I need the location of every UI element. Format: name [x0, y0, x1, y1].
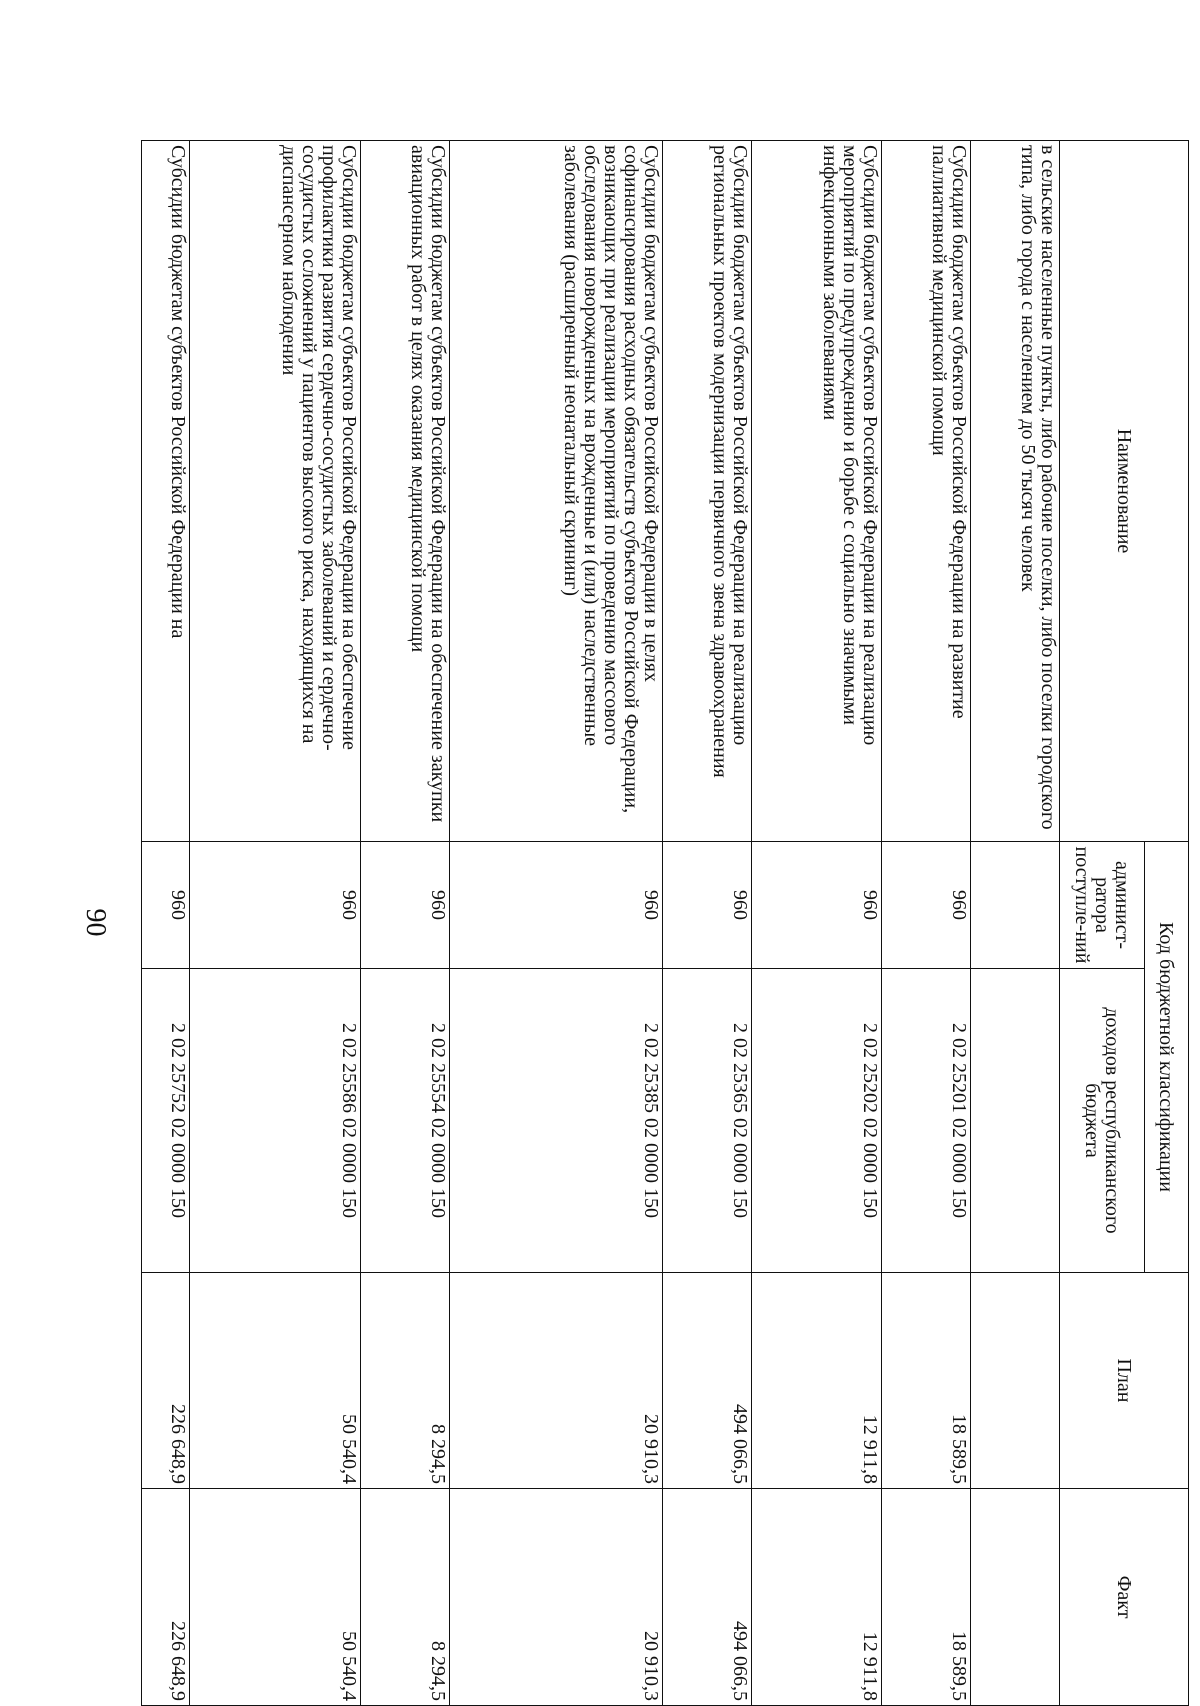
page-number: 90 [80, 908, 111, 937]
row-name: в сельские населенные пункты, либо рабочие поселки, либо поселки городского типа, либо города с населением до 50 тысяч человек [971, 141, 1060, 842]
row-fact: 12 911,8 [751, 1489, 881, 1706]
row-fact: 20 910,3 [450, 1489, 663, 1706]
row-plan: 226 648,9 [142, 1273, 190, 1489]
table-row [361, 141, 450, 1706]
row-admin: 960 [189, 842, 361, 969]
row-code [971, 969, 1060, 1273]
table-row [189, 141, 361, 1706]
row-name: Субсидии бюджетам субъектов Российской Федерации на обеспечение закупки авиационных работ в целях оказания медицинской помощи [361, 141, 450, 842]
row-fact: 226 648,9 [142, 1489, 190, 1706]
row-code: 2 02 25554 02 0000 150 [361, 969, 450, 1273]
table-row [971, 141, 1060, 1706]
header-plan: План [1060, 1273, 1189, 1489]
header-name: Наименование [1060, 141, 1189, 842]
header-admin: админист-ратора поступле-ний [1060, 842, 1145, 969]
row-name: Субсидии бюджетам субъектов Российской Федерации на [142, 141, 190, 842]
row-admin: 960 [450, 842, 663, 969]
row-name: Субсидии бюджетам субъектов Российской Федерации на развитие паллиативной медицинской помощи [882, 141, 971, 842]
rotated-page [80, 140, 1189, 1705]
table-row [882, 141, 971, 1706]
row-admin [971, 842, 1060, 969]
row-fact: 50 540,4 [189, 1489, 361, 1706]
row-plan: 20 910,3 [450, 1273, 663, 1489]
table-row [450, 141, 663, 1706]
row-name: Субсидии бюджетам субъектов Российской Федерации на обеспечение профилактики развития сердечно-сосудистых заболеваний и сердечно-сосудистых осложнений у пациентов высокого риска, находящихся на диспансерном наблюдении [189, 141, 361, 842]
row-plan: 494 066,5 [663, 1273, 752, 1489]
row-plan: 50 540,4 [189, 1273, 361, 1489]
row-plan [971, 1273, 1060, 1489]
table-row [663, 141, 752, 1706]
row-fact: 18 589,5 [882, 1489, 971, 1706]
row-admin: 960 [142, 842, 190, 969]
row-fact: 494 066,5 [663, 1489, 752, 1706]
row-plan: 18 589,5 [882, 1273, 971, 1489]
row-admin: 960 [882, 842, 971, 969]
row-code: 2 02 25365 02 0000 150 [663, 969, 752, 1273]
row-code: 2 02 25201 02 0000 150 [882, 969, 971, 1273]
row-code: 2 02 25586 02 0000 150 [189, 969, 361, 1273]
row-code: 2 02 25202 02 0000 150 [751, 969, 881, 1273]
header-code-group: Код бюджетной классификации [1145, 842, 1189, 1273]
header-fact: Факт [1060, 1489, 1189, 1706]
row-fact: 8 294,5 [361, 1489, 450, 1706]
table-row [142, 141, 190, 1706]
row-plan: 8 294,5 [361, 1273, 450, 1489]
row-admin: 960 [751, 842, 881, 969]
row-fact [971, 1489, 1060, 1706]
header-income: доходов республиканского бюджета [1060, 969, 1145, 1273]
row-code: 2 02 25752 02 0000 150 [142, 969, 190, 1273]
row-plan: 12 911,8 [751, 1273, 881, 1489]
budget-table [141, 140, 1189, 1706]
row-admin: 960 [663, 842, 752, 969]
row-name: Субсидии бюджетам субъектов Российской Федерации на реализацию мероприятий по предупреждению и борьбе с социально значимыми инфекционными заболеваниями [751, 141, 881, 842]
table-row [751, 141, 881, 1706]
row-name: Субсидии бюджетам субъектов Российской Федерации в целях софинансирования расходных обязательств субъектов Российской Федерации, возникающих при реализации мероприятий по проведению массового обследования новорожденных на врожденные и (или) наследственные заболевания (расширенный неонатальный скрининг) [450, 141, 663, 842]
row-code: 2 02 25385 02 0000 150 [450, 969, 663, 1273]
row-name: Субсидии бюджетам субъектов Российской Федерации на реализацию региональных проектов модернизации первичного звена здравоохранения [663, 141, 752, 842]
row-admin: 960 [361, 842, 450, 969]
